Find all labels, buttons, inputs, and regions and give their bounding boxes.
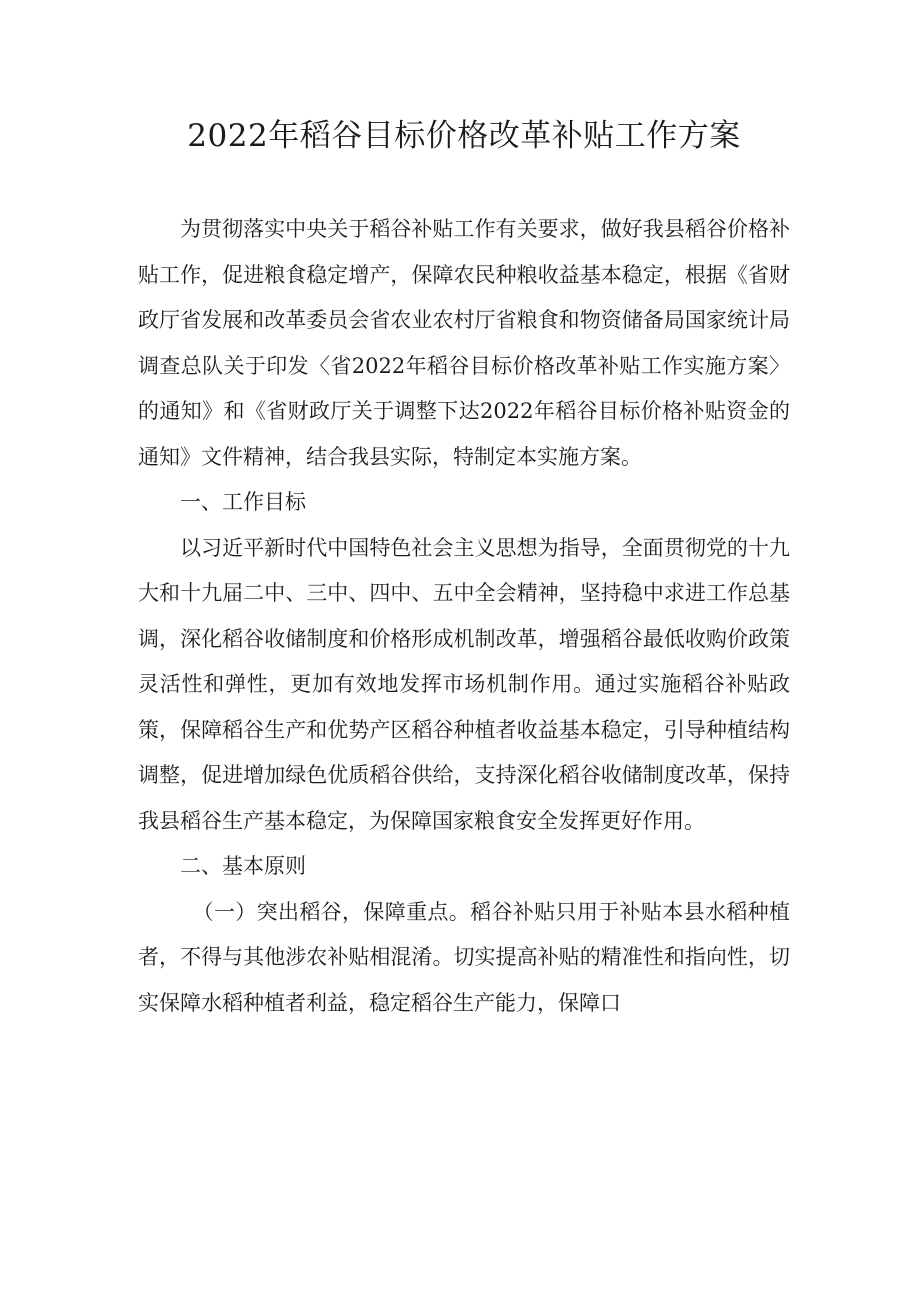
section-heading-principles: 二、基本原则 <box>180 854 306 878</box>
goals-paragraph: 以习近平新时代中国特色社会主义思想为指导，全面贯彻党的十九大和十九届二中、三中、四中、五中全会精神，坚持稳中求进工作总基调，深化稻谷收储制度和价格形成机制改革，增强稻谷最低收购价政策灵活性和弹性，更加有效地发挥市场机制作用。通过实施稻谷补贴政策，保障稻谷生产和优势产区稻谷种植者收益基本稳定，引导种植结构调整，促进增加绿色优质稻谷供给，支持深化稻谷收储制度改革，保持我县稻谷生产基本稳定，为保障国家粮食安全发挥更好作用。 <box>138 535 790 833</box>
intro-paragraph: 为贯彻落实中央关于稻谷补贴工作有关要求，做好我县稻谷价格补贴工作，促进粮食稳定增产，保障农民种粮收益基本稳定，根据《省财政厅省发展和改革委员会省农业农村厅省粮食和物资储备局国家统计局调查总队关于印发〈省2022年稻谷目标价格改革补贴工作实施方案〉的通知》和《省财政厅关于调整下达2022年稻谷目标价格补贴资金的通知》文件精神，结合我县实际，特制定本实施方案。 <box>138 217 790 469</box>
principle-1-paragraph: （一）突出稻谷，保障重点。稻谷补贴只用于补贴本县水稻种植者，不得与其他涉农补贴相混淆。切实提高补贴的精准性和指向性，切实保障水稻种植者利益，稳定稻谷生产能力，保障口 <box>138 899 790 1015</box>
document-title: 2022年稻谷目标价格改革补贴工作方案 <box>187 118 741 154</box>
section-heading-goals: 一、工作目标 <box>180 490 306 514</box>
document-page <box>138 0 790 1301</box>
document-body <box>138 207 790 1026</box>
